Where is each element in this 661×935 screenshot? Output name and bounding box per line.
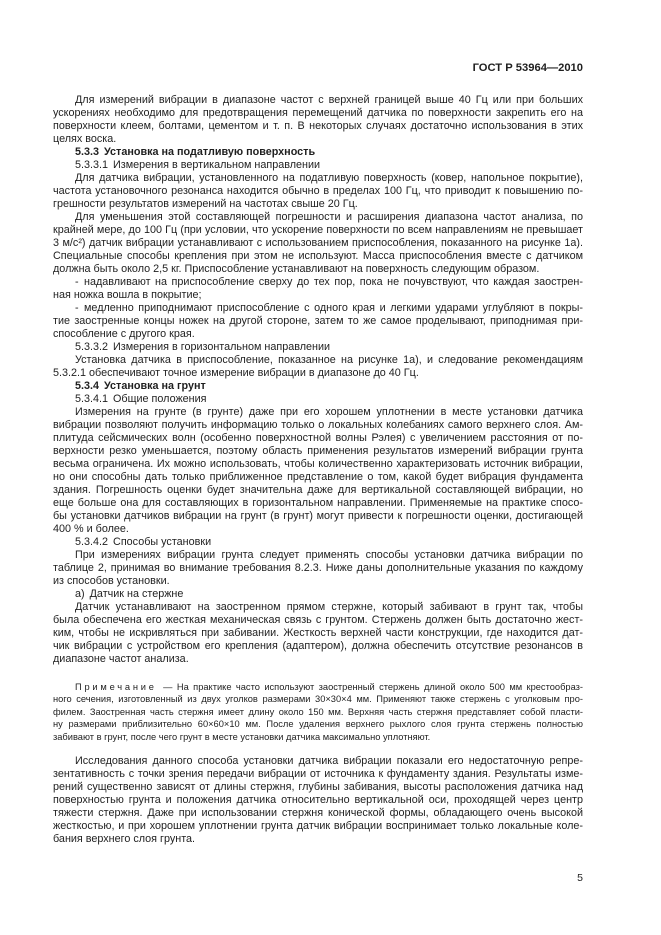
- text-line: Измерения на грунте (в грунте) даже при его хорошем уплотнении в месте установки датчика: [75, 405, 583, 418]
- paragraph-horizontal: [53, 354, 583, 380]
- text-line: поверхности клеем, болтами, цементом и т. п. В некоторых случаях достаточно использования в этих: [53, 119, 583, 132]
- text-line: ного сечения, изготовленный из двух уголков размерами 30×30×4 мм. Применяют также стержень с уголковым про-: [53, 694, 583, 705]
- section-title: Общие положения: [113, 392, 207, 405]
- section-number: 5.3.4: [75, 379, 100, 392]
- text-line: еще больше она для составляющих в горизонтальном направлении. Применяемые на практике спосо-: [53, 496, 583, 509]
- section-title: Способы установки: [113, 536, 212, 549]
- subitem-heading-a: [75, 588, 583, 601]
- text-line: поверхностью грунта и положения датчика относительно вертикальной оси, проходящей через центр: [53, 793, 583, 806]
- section-number: 5.3.4.1: [75, 392, 109, 405]
- paragraph-general: [53, 406, 583, 536]
- section-number: 5.3.3: [75, 145, 100, 158]
- text-line: зентативность с точки зрения передачи вибрации от источника к фундаменту здания. Результаты изме-: [53, 767, 583, 780]
- text-line: из способов установки.: [53, 575, 170, 588]
- note-block: [53, 681, 583, 744]
- list-item: [53, 276, 583, 302]
- section-number: 5.3.3.1: [75, 158, 109, 171]
- text-line: плитуда сейсмических волн (особенно поверхностной волны Рэлея) с увеличением расстояния от по-: [53, 431, 583, 444]
- text-line: вибрации позволяют получить информацию только о локальных колебаниях самого верхнего слоя. Ам-: [53, 418, 583, 431]
- paragraph-resonance: [53, 172, 583, 211]
- paragraph-rod: [53, 601, 583, 666]
- text-line: чик вибрации с устройством его крепления (адаптером), должна обеспечить отсутствие резонансов в: [53, 640, 583, 653]
- list-item: [53, 302, 583, 341]
- section-title: Установка на податливую поверхность: [104, 145, 316, 158]
- text-line: весьма ограничена. Их можно использовать, чтобы количественно характеризовать источник вибрации,: [53, 457, 583, 470]
- text-line: бы установки датчиков вибрации на грунт (в грунт) могут привести к погрешности оценки, достигающей: [53, 510, 583, 522]
- section-heading-5-3-3: [75, 146, 583, 159]
- paragraph-fixture: [53, 211, 583, 276]
- text-line: рений существенно зависят от длины стержня, глубины забивания, высоты расположения датчика над: [53, 780, 583, 793]
- text-line: филем. Заостренная часть стержня имеет длину около 150 мм. Верхняя часть стержня представляет собой пласти-: [53, 706, 583, 717]
- text-line: но они способны дать только приближенное представление о том, какой будет вибрация фундамента: [53, 470, 583, 483]
- text-line: Датчик устанавливают на заостренном прямом стержне, который забивают в грунт так, чтобы: [75, 601, 583, 614]
- text-line: 5.3.2.1 обеспечивают точное измерение вибрации в диапазоне до 40 Гц.: [53, 366, 419, 379]
- section-title: Установка на грунт: [104, 379, 206, 392]
- page-number: 5: [577, 872, 583, 884]
- text-line: Для датчика вибрации, установленного на податливую поверхность (ковер, напольное покрытие),: [75, 171, 583, 184]
- text-line: тяжести стержня. Даже при использовании стержня конической формы, обладающего очень высокой: [53, 806, 583, 819]
- text-line: 3 м/с²) датчик вибрации устанавливают с использованием приспособления, показанного на рисунке 1а).: [53, 236, 583, 249]
- list-marker: -: [75, 301, 79, 314]
- paragraph-intro: [53, 94, 583, 146]
- text-line: Исследования данного способа установки датчика вибрации показали его недостаточную репре-: [75, 754, 583, 767]
- text-line: таблице 2, принимая во внимание требования 8.2.3. Ниже даны дополнительные указания по каждому: [53, 562, 583, 575]
- section-heading-5-3-4: [75, 380, 583, 393]
- text-line: верхности резко уменьшается, поэтому область применения результатов измерений вибрации грунта: [53, 444, 583, 457]
- text-line: жесткостью, и при хорошем уплотнении грунта датчик вибрации воспринимает только локальные коле-: [53, 819, 583, 832]
- paragraph-methods: [53, 549, 583, 588]
- text-line: ким, чтобы не искривляться при забивании. Жесткость верхней части конструкции, где находится дат-: [53, 627, 583, 640]
- text-line: Для измерений вибрации в диапазоне частот с верхней границей выше 40 Гц или при больших: [75, 93, 583, 106]
- text-line: Установка датчика в приспособление, показанное на рисунке 1а), и следование рекомендациям: [75, 353, 583, 366]
- list-item-text: медленно приподнимают приспособление с одного края и легкими ударами углубляют в покры-: [84, 301, 583, 314]
- text-line: частота установочного резонанса находится обычно в пределах 100 Гц, что приводит к повышению по-: [53, 184, 583, 197]
- paragraph-research: [53, 755, 583, 846]
- section-title: Измерения в вертикальном направлении: [113, 158, 321, 171]
- note-text: — На практике часто используют заостренный стержень длиной около 500 мм крестообраз-: [163, 681, 583, 692]
- section-number: 5.3.4.2: [75, 536, 109, 549]
- text-line: крайней мере, до 100 Гц (при условии, что ускорение поверхности по всем направлениям не превышает: [53, 223, 583, 236]
- text-line: способление с другого края.: [53, 327, 195, 340]
- list-marker: -: [75, 275, 79, 288]
- section-heading-5-3-3-1: [75, 159, 583, 172]
- text-line: должна быть около 2,5 кг. Приспособление устанавливают на поверхность следующим образом.: [53, 262, 540, 275]
- text-line: была обеспечена его жесткая механическая связь с грунтом. Стержень должен быть достаточно жест-: [53, 614, 583, 627]
- section-heading-5-3-4-2: [75, 536, 583, 549]
- text-line: Специальные способы крепления при этом не используют. Масса приспособления вместе с датчиком: [53, 249, 583, 262]
- text-line: ная ножка вошла в покрытие;: [53, 288, 202, 301]
- section-heading-5-3-3-2: [75, 341, 583, 354]
- text-line: ускорениях необходимо для предотвращения перемещений датчика по поверхности закрепить его на: [53, 106, 583, 119]
- standard-header: ГОСТ Р 53964—2010: [472, 62, 583, 74]
- section-title: Измерения в горизонтальном направлении: [113, 340, 331, 353]
- main-text-block: [53, 94, 583, 667]
- text-line: диапазоне частот анализа.: [53, 653, 189, 666]
- subitem-title: Датчик на стержне: [89, 588, 184, 601]
- text-line: забивают в грунт, после чего грунт в месте установки датчика максимально уплотняют.: [53, 731, 431, 742]
- text-line: [75, 681, 583, 694]
- text-line: грешности результатов измерений на частотах свыше 20 Гц.: [53, 197, 358, 210]
- text-line: бания верхнего слоя грунта.: [53, 832, 196, 845]
- text-line: При измерениях вибрации грунта следует применять способы установки датчика вибрации по: [75, 549, 583, 562]
- list-item-text: надавливают на приспособление сверху до тех пор, пока не почувствуют, что каждая заострен-: [84, 275, 583, 288]
- text-line: ну размерами приблизительно 60×60×10 мм. После удаления верхнего рыхлого слоя грунта стержень полностью: [53, 719, 583, 730]
- text-line: тие заостренные концы ножек на другой стороне, затем то же самое проделывают, приподнимая при-: [53, 314, 583, 327]
- section-heading-5-3-4-1: [75, 393, 583, 406]
- text-line: здания. Погрешность оценки будет значительна даже для вертикальной составляющей вибрации, но: [53, 483, 583, 496]
- subitem-marker: а): [75, 588, 85, 601]
- text-line: целях воска.: [53, 132, 117, 145]
- note-label: Примечание: [75, 681, 157, 692]
- text-line: 400 % и более.: [53, 523, 129, 536]
- text-line: [75, 276, 583, 289]
- text-line: [75, 302, 583, 315]
- section-number: 5.3.3.2: [75, 340, 109, 353]
- text-line: Для уменьшения этой составляющей погрешности и расширения диапазона частот анализа, по: [75, 210, 583, 223]
